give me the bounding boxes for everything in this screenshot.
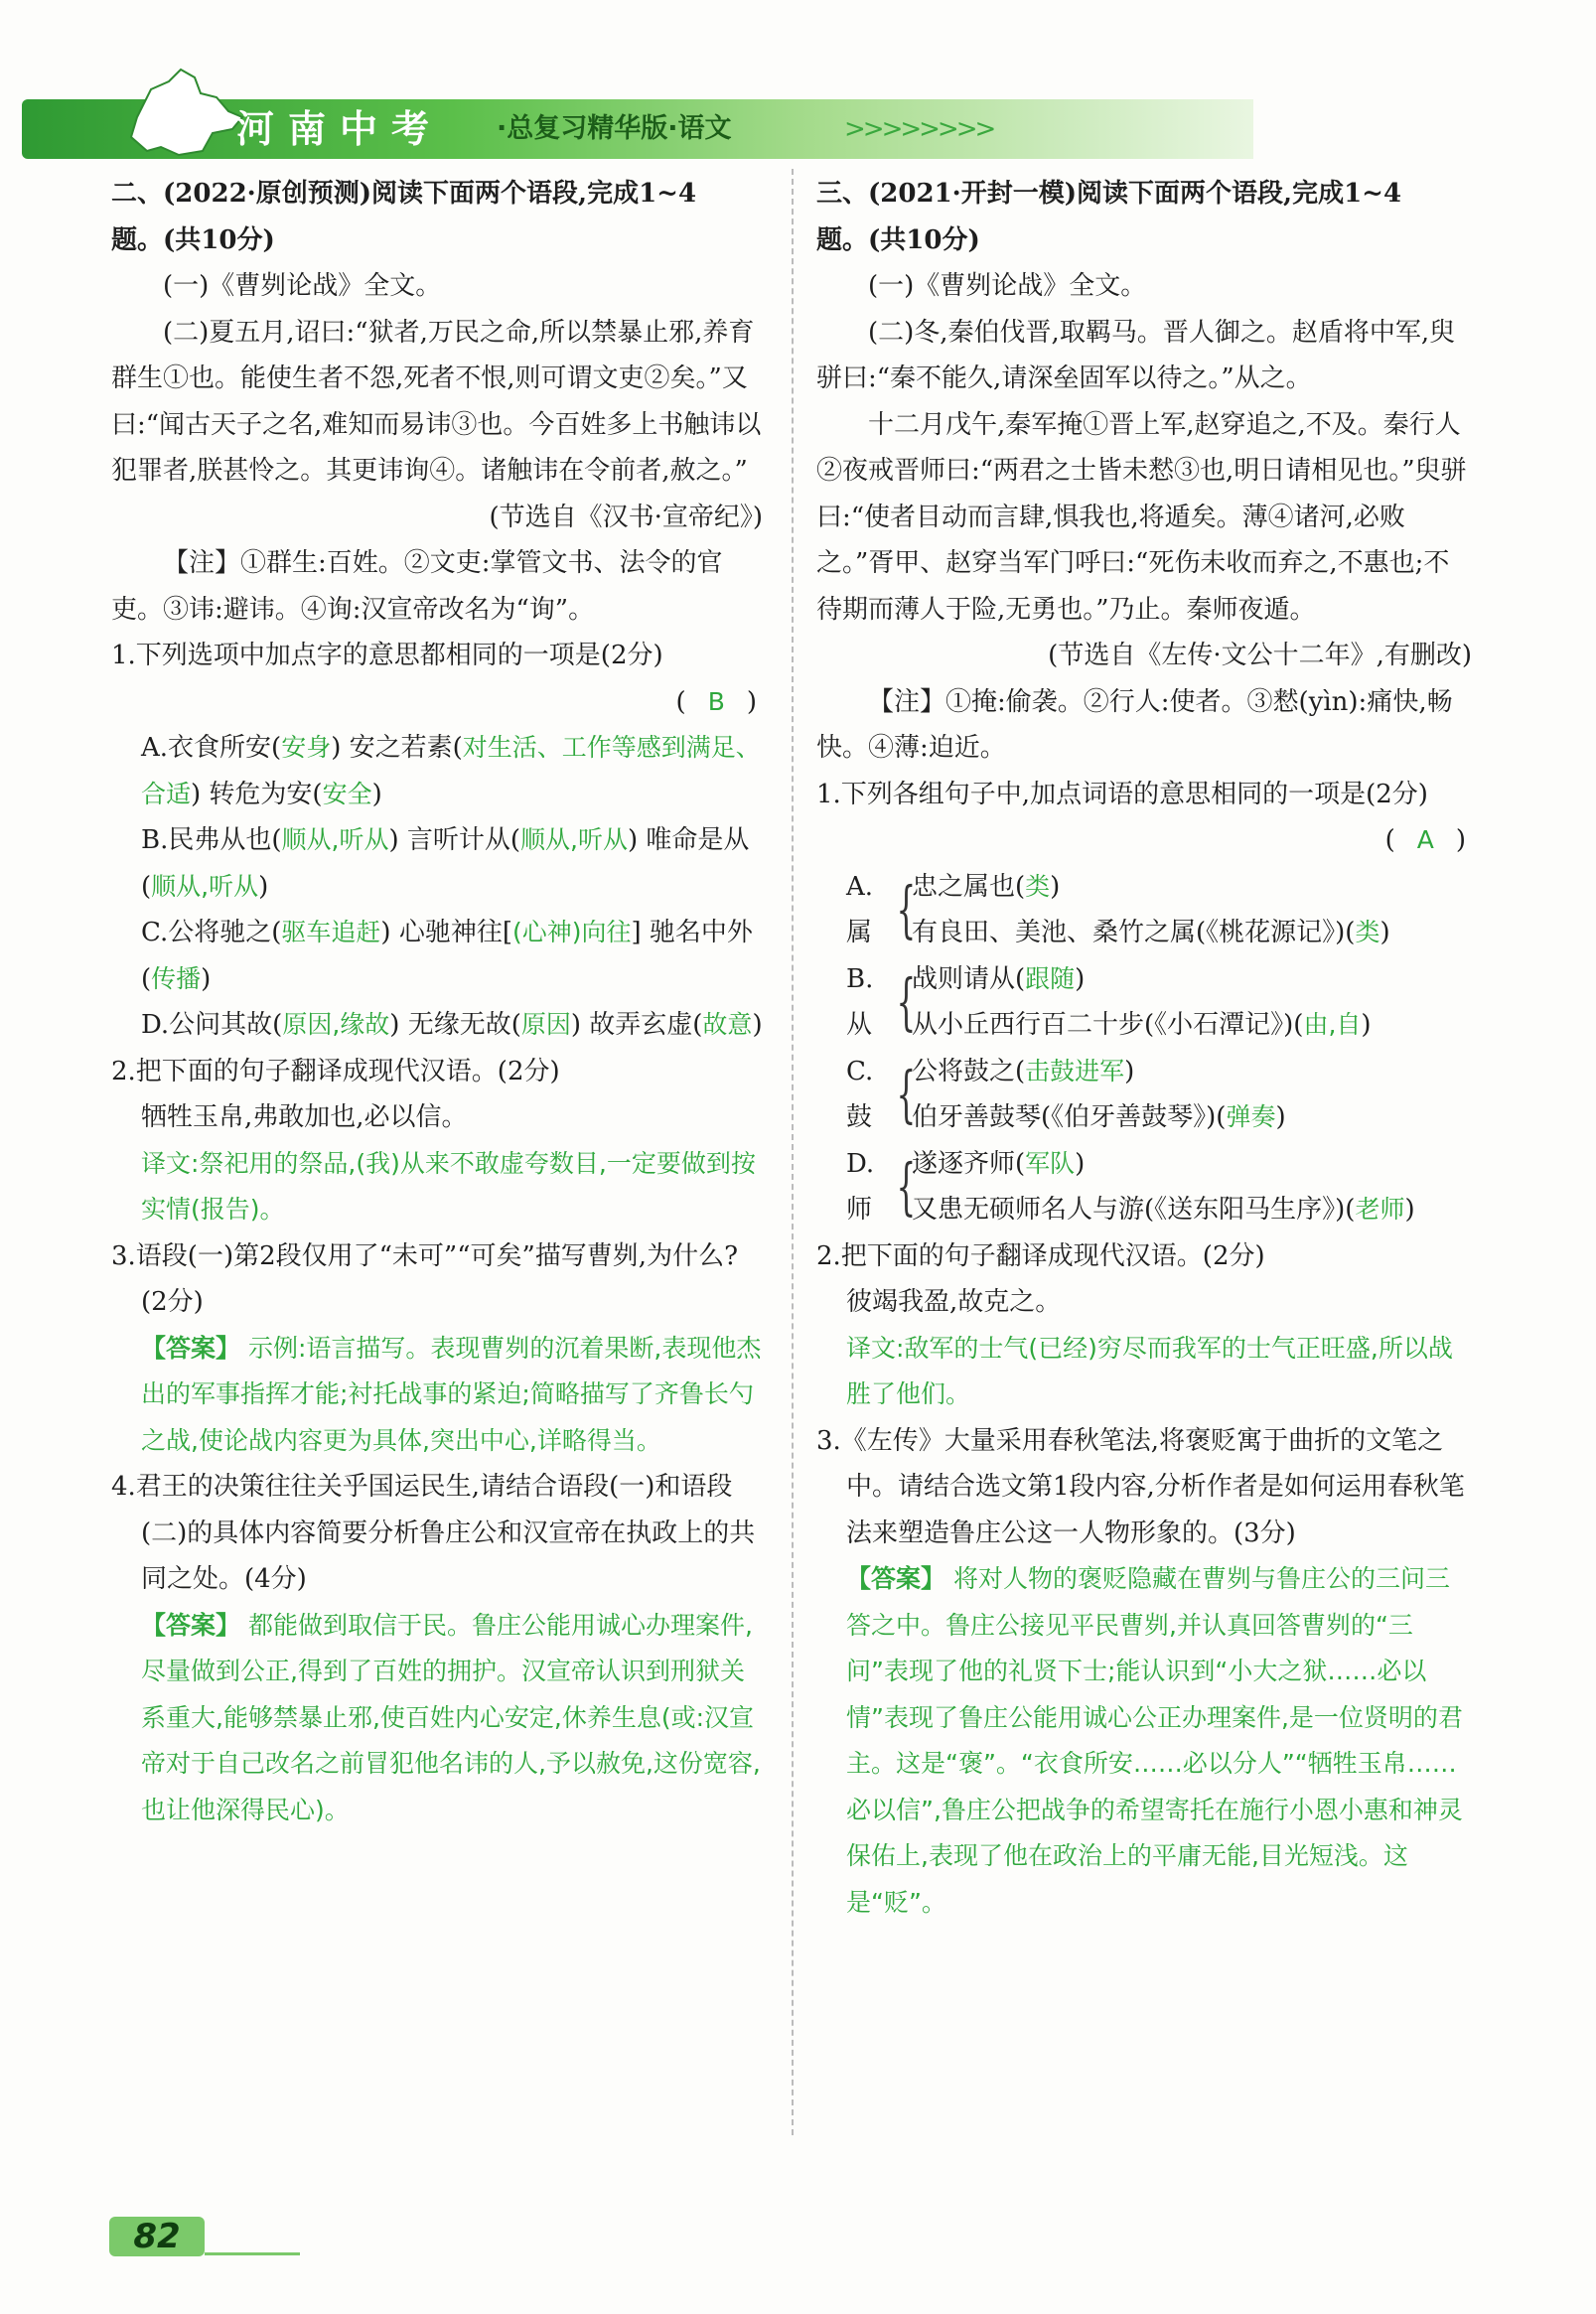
- question-2-answer: 译文:祭祀用的祭品,(我)从来不敢虚夸数目,一定要做到按实情(报告)。: [141, 1148, 756, 1224]
- option-d: D.公问其故(原因,缘故) 无缘无故(原因) 故弄玄虚(故意): [141, 1010, 763, 1040]
- question-4: 4.君王的决策往往关乎国运民生,请结合语段(一)和语段(二)的具体内容简要分析鲁庄公和汉宣帝在执政上的共同之处。(4分): [111, 1472, 756, 1594]
- question-3-answer: 【答案】 示例:语言描写。表现曹刿的沉着果断,表现他杰出的军事指挥才能;衬托战事的紧迫;简略描写了齐鲁长勺之战,使论战内容更为具体,突出中心,详略得当。: [141, 1333, 762, 1455]
- option-b: B.从 { 战则请从(跟随) 从小丘西行百二十步(《小石潭记》)(由,自): [846, 963, 1372, 1040]
- question-2-sentence: 牺牲玉帛,弗敢加也,必以信。: [141, 1102, 468, 1132]
- footer-rule: [205, 2252, 300, 2255]
- henan-map-icon: [117, 68, 246, 159]
- question-3-answer: 【答案】 将对人物的褒贬隐藏在曹刿与鲁庄公的三问三答之中。鲁庄公接见平民曹刿,并认真回答曹刿的“三问”表现了他的礼贤下士;能认识到“小大之狱……必以情”表现了鲁庄公能用诚心公正办理案件,是一位贤明的君主。这是“褒”。“衣食所安……必以分人”“牺牲玉帛……必以信”,鲁庄公把战争的希望寄托在施行小恩小惠和神灵保佑上,表现了他在政治上的平庸无能,目光短浅。这是“贬”。: [846, 1564, 1463, 1917]
- left-column: [111, 171, 763, 1833]
- right-column: [816, 171, 1472, 1926]
- passage-three: 十二月戊午,秦军掩①晋上军,赵穿追之,不及。秦行人②夜戒晋师曰:“两君之士皆未慭③也,明日请相见也。”臾骈曰:“使者目动而言肆,惧我也,将遁矣。薄④诸河,必败之。”胥甲、赵穿当军门呼曰:“死伤未收而弃之,不惠也;不待期而薄人于险,无勇也。”乃止。秦师夜遁。: [816, 409, 1467, 625]
- question-2: 2.把下面的句子翻译成现代汉语。(2分): [816, 1240, 1265, 1271]
- question-3: 3.《左传》大量采用春秋笔法,将褒贬寓于曲折的文笔之中。请结合选文第1段内容,分析作者是如何运用春秋笔法来塑造鲁庄公这一人物形象的。(3分): [816, 1425, 1465, 1548]
- option-c: C.鼓 { 公将鼓之(击鼓进军) 伯牙善鼓琴(《伯牙善鼓琴》)(弹奏): [846, 1056, 1286, 1132]
- question-1: 1.下列各组句子中,加点词语的意思相同的一项是(2分): [816, 779, 1428, 809]
- choice-answer: B: [707, 686, 725, 716]
- annotation-note: 【注】①掩:偷袭。②行人:使者。③慭(yìn):痛快,畅快。④薄:迫近。: [816, 686, 1453, 763]
- option-a: A.属 { 忠之属也(类) 有良田、美池、桑竹之属(《桃花源记》)(类): [846, 871, 1390, 947]
- question-3: 3.语段(一)第2段仅用了“未可”“可矣”描写曹刿,为什么?(2分): [111, 1240, 739, 1317]
- section-heading-cont: 题。(共10分): [111, 224, 275, 255]
- banner-subtitle: ·总复习精华版·语文: [497, 113, 732, 144]
- passage-source: (节选自《汉书·宣帝纪》): [489, 502, 763, 532]
- question-2: 2.把下面的句子翻译成现代汉语。(2分): [111, 1056, 560, 1086]
- page-number: 82: [109, 2217, 205, 2256]
- passage-one: (一)《曹刿论战》全文。: [868, 271, 1147, 301]
- passage-one: (一)《曹刿论战》全文。: [163, 271, 442, 301]
- question-2-answer: 译文:敌军的士气(已经)穷尽而我军的士气正旺盛,所以战胜了他们。: [846, 1333, 1453, 1408]
- option-b: B.民弗从也(顺从,听从) 言听计从(顺从,听从) 唯命是从(顺从,听从): [141, 825, 750, 902]
- question-1: 1.下列选项中加点字的意思都相同的一项是(2分): [111, 641, 663, 670]
- passage-source: (节选自《左传·文公十二年》,有删改): [1048, 641, 1472, 670]
- column-divider: [792, 169, 794, 2135]
- annotation-note: 【注】①群生:百姓。②文吏:掌管文书、法令的官吏。③讳:避讳。④询:汉宣帝改名为“询”。: [111, 548, 723, 625]
- question-2-sentence: 彼竭我盈,故克之。: [846, 1287, 1062, 1317]
- section-heading-cont: 题。(共10分): [816, 224, 980, 255]
- option-a: A.衣食所安(安身) 安之若素(对生活、工作等感到满足、合适) 转危为安(安全): [141, 733, 761, 809]
- option-d: D.师 { 遂逐齐师(军队) 又患无硕师名人与游(《送东阳马生序》)(老师): [846, 1148, 1415, 1225]
- chevron-arrows-icon: >>>>>>>>: [844, 114, 994, 144]
- section-heading: 三、(2021·开封一模)阅读下面两个语段,完成1~4: [816, 179, 1402, 209]
- answer-bracket: ( A ): [1384, 825, 1466, 855]
- question-4-answer: 【答案】 都能做到取信于民。鲁庄公能用诚心办理案件,尽量做到公正,得到了百姓的拥护。汉宣帝认识到刑狱关系重大,能够禁暴止邪,使百姓内心安定,休养生息(或:汉宣帝对于自己改名之前冒犯他名讳的人,予以赦免,这份宽容,也让他深得民心)。: [141, 1610, 761, 1824]
- passage-two: (二)冬,秦伯伐晋,取羁马。晋人御之。赵盾将中军,臾骈曰:“秦不能久,请深垒固军以待之。”从之。: [816, 317, 1456, 393]
- option-c: C.公将驰之(驱车追赶) 心驰神往[(心神)向往] 驰名中外(传播): [141, 918, 753, 994]
- banner-title: 河南中考: [236, 107, 444, 151]
- answer-bracket: ( B ): [675, 686, 757, 717]
- section-heading: 二、(2022·原创预测)阅读下面两个语段,完成1~4: [111, 179, 697, 209]
- passage-two: (二)夏五月,诏曰:“狱者,万民之命,所以禁暴止邪,养育群生①也。能使生者不怨,死者不恨,则可谓文吏②矣。”又曰:“闻古天子之名,难知而易讳③也。今百姓多上书触讳以犯罪者,朕甚怜之。其更讳询④。诸触讳在令前者,赦之。”: [111, 317, 762, 486]
- choice-answer: A: [1416, 825, 1434, 854]
